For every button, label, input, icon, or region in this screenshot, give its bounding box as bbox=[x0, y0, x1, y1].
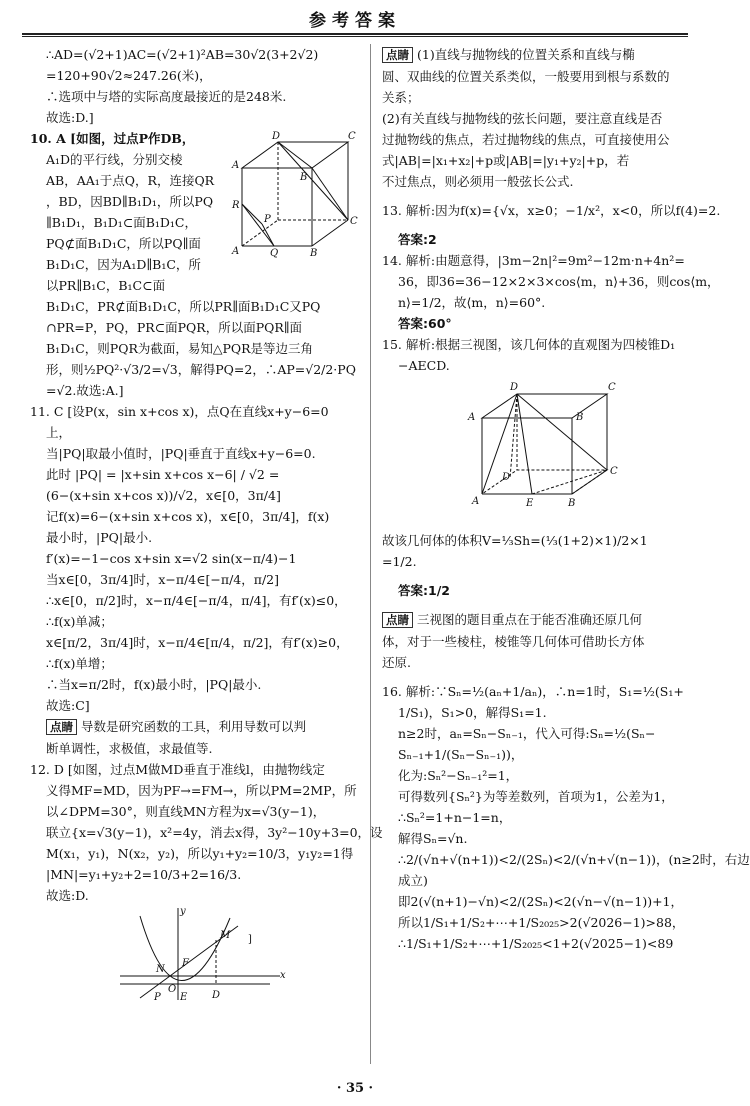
q16-line: 解得Sₙ=√n. bbox=[398, 831, 468, 846]
text-line: PQ⊄面B₁D₁C，所以PQ∥面 bbox=[46, 236, 201, 251]
bracket-end: ] bbox=[248, 934, 252, 945]
q16-line: ∴Sₙ²=1+n−1=n， bbox=[398, 810, 512, 825]
text-line: 义得MF=MD，因为PF→=FM→，所以PM=2MP，所 bbox=[46, 783, 357, 798]
note-line bbox=[382, 44, 698, 66]
svg-text:C: C bbox=[348, 131, 356, 142]
text-line: 此时 |PQ| = |x+sin x+cos x−6| / √2 = bbox=[46, 467, 280, 482]
title-rule bbox=[22, 33, 688, 35]
text-line: 记f(x)=6−(x+sin x+cos x)，x∈[0，3π/4]，f(x) bbox=[46, 509, 330, 524]
svg-text:A: A bbox=[232, 246, 240, 257]
q13-line: 13. 解析:因为f(x)={√x，x≥0；−1/x²，x<0，所以f(4)=2. bbox=[382, 203, 721, 218]
svg-text:E: E bbox=[180, 992, 188, 1003]
svg-text:O: O bbox=[168, 984, 177, 995]
svg-text:A: A bbox=[472, 496, 480, 507]
text-line: 11. C [设P(x，sin x+cos x)，点Q在直线x+y−6=0 bbox=[30, 404, 329, 419]
svg-text:P: P bbox=[264, 214, 271, 225]
svg-text:C: C bbox=[608, 382, 616, 393]
note-tag: 点睛 bbox=[382, 47, 413, 63]
q16-line: 化为:Sₙ²−Sₙ₋₁²=1， bbox=[398, 768, 519, 783]
svg-text:C: C bbox=[610, 466, 618, 477]
text-line: B₁D₁C，则PQR为截面，易知△PQR是等边三角 bbox=[46, 341, 314, 356]
text-line: f′(x)=−1−cos x+sin x=√2 sin(x−π/4)−1 bbox=[46, 551, 297, 566]
text-line: (6−(x+sin x+cos x))/√2，x∈[0，3π/4] bbox=[46, 488, 281, 503]
title-rule-thin bbox=[22, 36, 688, 37]
text-line: A₁D的平行线，分别交棱 bbox=[46, 152, 183, 167]
text-line: 形，则½PQ²·√3/2=√3，解得PQ=2，∴AP=√2/2·PQ bbox=[46, 362, 356, 377]
text-line: =√2.故选:A.] bbox=[46, 383, 124, 398]
right-column bbox=[382, 44, 750, 954]
text-line: ∥B₁D₁，B₁D₁⊂面B₁D₁C， bbox=[46, 215, 198, 230]
note-text: 导数是研究函数的工具，利用导数可以判 bbox=[80, 719, 306, 734]
note-line: 关系； bbox=[382, 90, 420, 105]
q15-line: −AECD. bbox=[398, 358, 450, 373]
q15-answer: 答案:1/2 bbox=[398, 583, 450, 598]
q16-line: 所以1/S₁+1/S₂+⋯+1/S₂₀₂₅>2(√2026−1)>88， bbox=[398, 915, 685, 930]
question-12 bbox=[30, 759, 383, 1003]
text-line: 最小时，|PQ|最小. bbox=[46, 530, 153, 545]
text-line: 故选:D. bbox=[46, 888, 89, 903]
q16-line: ∴1/S₁+1/S₂+⋯+1/S₂₀₂₅<1+2(√2025−1)<89 bbox=[398, 936, 674, 951]
text-line: 联立{x=√3(y−1)，x²=4y，消去x得，3y²−10y+3=0，设 bbox=[46, 825, 383, 840]
question-11 bbox=[30, 401, 360, 759]
text-line: 故选:D.] bbox=[46, 110, 94, 125]
text-line: =120+90√2≈247.26(米)， bbox=[46, 68, 212, 83]
svg-text:B: B bbox=[310, 248, 318, 259]
text-line: x∈[π/2，3π/4]时，x−π/4∈[π/4，π/2]，有f′(x)≥0， bbox=[46, 635, 349, 650]
note-line: 体，对于一些棱柱，棱锥等几何体可借助长方体 bbox=[382, 634, 645, 649]
svg-text:D: D bbox=[510, 382, 519, 393]
q16-line: 16. 解析:∵Sₙ=½(aₙ+1/aₙ)，∴n=1时，S₁=½(S₁+ bbox=[382, 684, 684, 699]
svg-text:y: y bbox=[180, 906, 186, 917]
svg-text:R: R bbox=[232, 200, 240, 211]
text-line: 12. D [如图，过点M做MD垂直于准线l，由抛物线定 bbox=[30, 762, 325, 777]
text-line: ∴当x=π/2时，f(x)最小时，|PQ|最小. bbox=[46, 677, 262, 692]
left-column bbox=[30, 44, 383, 1003]
text-line: ∴f(x)单减； bbox=[46, 614, 113, 629]
svg-text:D: D bbox=[272, 131, 281, 142]
q15-line: =1/2. bbox=[382, 554, 417, 569]
column-divider bbox=[370, 44, 371, 1064]
q15-line: 故该几何体的体积V=⅓Sh=(⅓(1+2)×1)/2×1 bbox=[382, 533, 648, 548]
parabola-figure-wrap bbox=[30, 906, 360, 1002]
note-text: (1)直线与抛物线的位置关系和直线与椭 bbox=[416, 47, 635, 62]
q14-answer: 答案:60° bbox=[398, 316, 452, 331]
note-line: 圆、双曲线的位置关系类似，一般要用到根与系数的 bbox=[382, 69, 670, 84]
q15-line: 15. 解析:根据三视图，该几何体的直观图为四棱锥D₁ bbox=[382, 337, 676, 352]
note-line bbox=[382, 609, 698, 631]
q16-line: 1/S₁)，S₁>0，解得S₁=1. bbox=[398, 705, 547, 720]
text-line: ∴AD=(√2+1)AC=(√2+1)²AB=30√2(3+2√2) bbox=[46, 47, 319, 62]
text-line: 以∠DPM=30°，则直线MN方程为x=√3(y−1)， bbox=[46, 804, 326, 819]
svg-text:D: D bbox=[502, 472, 511, 483]
svg-text:B: B bbox=[568, 498, 576, 509]
text-line: B₁D₁C，因为A₁D∥B₁C，所 bbox=[46, 257, 201, 272]
q16-line: 可得数列{Sₙ²}为等差数列，首项为1，公差为1， bbox=[398, 789, 674, 804]
text-line: ∴选项中与塔的实际高度最接近的是248米. bbox=[46, 89, 287, 104]
svg-text:F: F bbox=[182, 958, 189, 969]
svg-text:B: B bbox=[576, 412, 584, 423]
svg-text:E: E bbox=[526, 498, 534, 509]
q14-line: 14. 解析:由题意得，|3m−2n|²=9m²−12m·n+4n²= bbox=[382, 253, 685, 268]
text-line: ，BD，因BD∥B₁D₁，所以PQ bbox=[46, 194, 214, 209]
q16-line: ∴2/(√n+√(n+1))<2/(2Sₙ)<2/(√n+√(n−1))，(n≥2时，右边 bbox=[398, 852, 750, 867]
text-line: ∩PR=P，PQ，PR⊂面PQR，所以面PQR∥面 bbox=[46, 320, 303, 335]
q14-line: n⟩=1/2，故⟨m，n⟩=60°. bbox=[398, 295, 546, 310]
q16-line: Sₙ₋₁+1/(Sₙ−Sₙ₋₁))， bbox=[398, 747, 524, 762]
text-line: B₁D₁C，PR⊄面B₁D₁C，所以PR∥面B₁D₁C又PQ bbox=[46, 299, 321, 314]
page-number: · 35 · bbox=[336, 1081, 374, 1096]
page-title: 参考答案 bbox=[309, 11, 401, 31]
q13-answer: 答案:2 bbox=[398, 232, 437, 247]
text-line: |MN|=y₁+y₂+2=10/3+2=16/3. bbox=[46, 867, 242, 882]
cube-figure-q10 bbox=[230, 128, 360, 258]
note-line: 断单调性，求极值，求最值等. bbox=[46, 741, 213, 756]
svg-text:A: A bbox=[468, 412, 476, 423]
note-line bbox=[30, 716, 360, 738]
svg-text:B: B bbox=[300, 172, 308, 183]
text-line: 以PR∥B₁C，B₁C⊂面 bbox=[46, 278, 166, 293]
text-line: 当x∈[0，3π/4]时，x−π/4∈[−π/4，π/2] bbox=[46, 572, 279, 587]
text-line: 上， bbox=[46, 425, 72, 440]
q14-line: 36，即36=36−12×2×3×cos⟨m，n⟩+36，则cos⟨m， bbox=[398, 274, 720, 289]
text-line: M(x₁，y₁)，N(x₂，y₂)，所以y₁+y₂=10/3，y₁y₂=1得 bbox=[46, 846, 354, 861]
question-10 bbox=[30, 128, 360, 401]
note-text: 三视图的题目重点在于能否准确还原几何 bbox=[416, 612, 642, 627]
parabola-figure-q12 bbox=[120, 906, 290, 1002]
text-line: 当|PQ|取最小值时，|PQ|垂直于直线x+y−6=0. bbox=[46, 446, 316, 461]
svg-text:P: P bbox=[154, 992, 161, 1003]
note-line: 还原. bbox=[382, 655, 411, 670]
note-tag: 点睛 bbox=[382, 612, 413, 628]
svg-text:D: D bbox=[212, 990, 221, 1001]
svg-text:N: N bbox=[156, 964, 165, 975]
note-line: 过抛物线的焦点，若过抛物线的焦点，可直接使用公 bbox=[382, 132, 670, 147]
q16-line: 成立) bbox=[398, 873, 428, 888]
svg-text:M: M bbox=[220, 930, 231, 941]
note-line: 式|AB|=|x₁+x₂|+p或|AB|=|y₁+y₂|+p，若 bbox=[382, 153, 630, 168]
svg-text:A: A bbox=[232, 160, 240, 171]
q16-line: 即2(√(n+1)−√n)<2/(2Sₙ)<2(√n−√(n−1))+1， bbox=[398, 894, 683, 909]
svg-text:x: x bbox=[280, 970, 286, 981]
text-line: 故选:C] bbox=[46, 698, 90, 713]
q16-line: n≥2时，aₙ=Sₙ−Sₙ₋₁，代入可得:Sₙ=½(Sₙ− bbox=[398, 726, 656, 741]
question-label: 10. A [如图，过点P作DB， bbox=[30, 131, 195, 146]
note-tag: 点睛 bbox=[46, 719, 77, 735]
pyramid-figure-q15 bbox=[382, 378, 698, 528]
note-line: (2)有关直线与抛物线的弦长问题，要注意直线是否 bbox=[382, 111, 663, 126]
text-line: ∴f(x)单增； bbox=[46, 656, 113, 671]
svg-text:Q: Q bbox=[270, 248, 279, 259]
note-line: 不过焦点，则必须用一般弦长公式. bbox=[382, 174, 574, 189]
text-line: ∴x∈[0，π/2]时，x−π/4∈[−π/4，π/4]，有f′(x)≤0， bbox=[46, 593, 347, 608]
text-line: AB，AA₁于点Q，R，连接QR bbox=[46, 173, 215, 188]
svg-text:C: C bbox=[350, 216, 358, 227]
